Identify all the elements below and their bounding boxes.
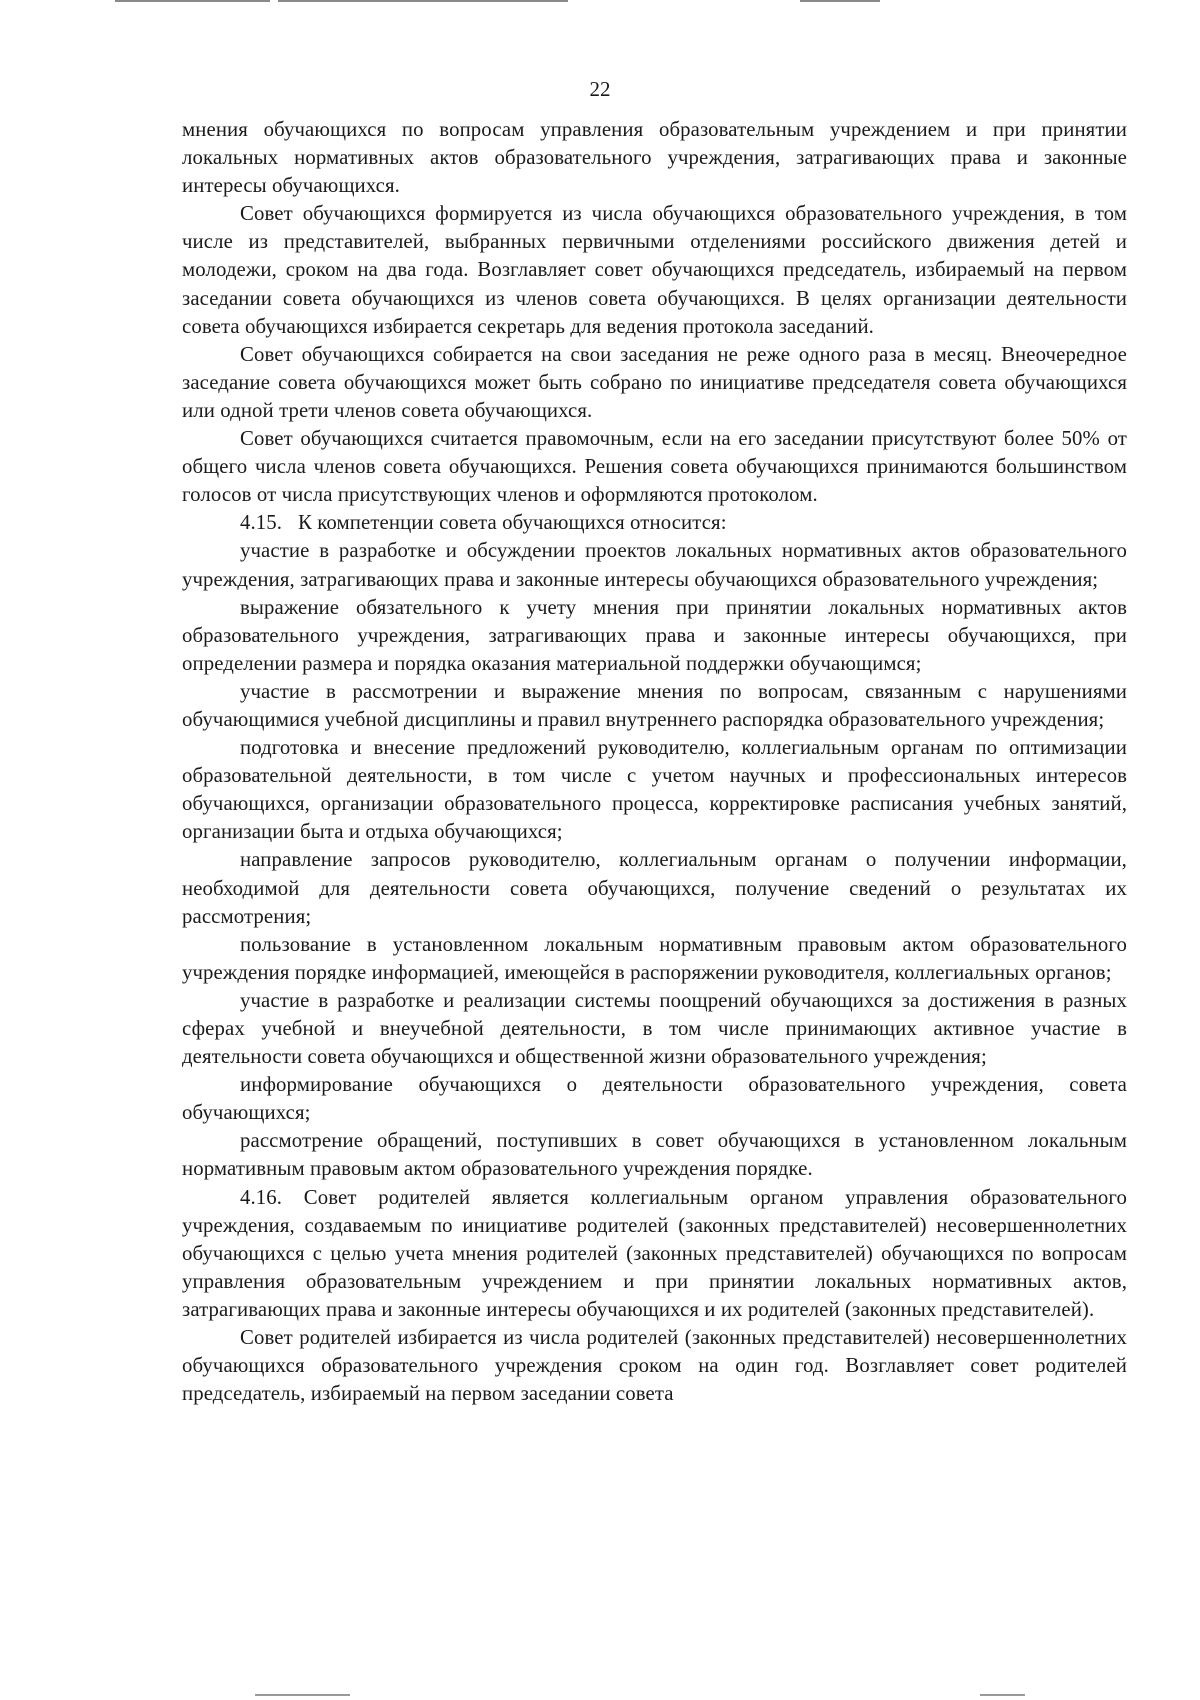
- list-item: участие в разработке и реализации системы поощрений обучающихся за достижения в разных сферах учебной и внеучебной деятельности, в том числе принимающих активное участие в деятельности совета обучающихся и общественной жизни образовательного учреждения;: [182, 988, 1127, 1069]
- section-heading-4-15: 4.15. К компетенции совета обучающихся относится:: [240, 511, 727, 535]
- paragraph: Совет обучающихся собирается на свои заседания не реже одного раза в месяц. Внеочередное заседание совета обучающихся может быть собрано по инициативе председателя совета обучающихся или одной трети членов совета обучающихся.: [182, 342, 1127, 422]
- scan-edge-line-bottom: [980, 1694, 1025, 1696]
- document-body: [182, 116, 1127, 1408]
- list-item: пользование в установленном локальным нормативным правовым актом образовательного учреждения порядке информацией, имеющейся в распоряжении руководителя, коллегиальных органов;: [182, 932, 1127, 984]
- paragraph: мнения обучающихся по вопросам управления образовательным учреждением и при принятии локальных нормативных актов образовательного учреждения, затрагивающих права и законные интересы обучающихся.: [182, 118, 1127, 198]
- section-4-16: 4.16. Совет родителей является коллегиальным органом управления образовательного учреждения, создаваемым по инициативе родителей (законных представителей) несовершеннолетних обучающихся с целью учета мнения родителей (законных представителей) обучающихся по вопросам управления образовательным учреждением и при принятии локальных нормативных актов, затрагивающих права и законные интересы обучающихся и их родителей (законных представителей).: [182, 1185, 1127, 1321]
- scan-edge-line-bottom: [255, 1694, 350, 1696]
- paragraph: Совет обучающихся формируется из числа обучающихся образовательного учреждения, в том числе из представителей, выбранных первичными отделениями российского движения детей и молодежи, сроком на два года. Возглавляет совет обучающихся председатель, избираемый на первом заседании совета обучающихся из членов совета обучающихся. В целях организации деятельности совета обучающихся избирается секретарь для ведения протокола заседаний.: [182, 202, 1127, 338]
- paragraph: Совет обучающихся считается правомочным, если на его заседании присутствуют более 50% от общего числа членов совета обучающихся. Решения совета обучающихся принимаются большинством голосов от числа присутствующих членов и оформляются протоколом.: [182, 427, 1127, 507]
- page-number: 22: [589, 77, 611, 101]
- scan-edge-line-top: [115, 0, 270, 2]
- list-item: выражение обязательного к учету мнения при принятии локальных нормативных актов образовательного учреждения, затрагивающих права и законные интересы обучающихся, при определении размера и порядка оказания материальной поддержки обучающимся;: [182, 595, 1127, 675]
- list-item: участие в разработке и обсуждении проектов локальных нормативных актов образовательного учреждения, затрагивающих права и законные интересы обучающихся образовательного учреждения;: [182, 539, 1127, 591]
- list-item: направление запросов руководителю, коллегиальным органам о получении информации, необходимой для деятельности совета обучающихся, получение сведений о результатах их рассмотрения;: [182, 848, 1127, 928]
- list-item: подготовка и внесение предложений руководителю, коллегиальным органам по оптимизации образовательной деятельности, в том числе с учетом научных и профессиональных интересов обучающихся, организации образовательного процесса, корректировке расписания учебных занятий, организации быта и отдыха обучающихся;: [182, 736, 1127, 844]
- scan-edge-line-top: [800, 0, 880, 2]
- list-item: участие в рассмотрении и выражение мнения по вопросам, связанным с нарушениями обучающимися учебной дисциплины и правил внутреннего распорядка образовательного учреждения;: [182, 679, 1127, 731]
- scan-edge-line-top: [278, 0, 568, 2]
- paragraph: Совет родителей избирается из числа родителей (законных представителей) несовершеннолетних обучающихся образовательного учреждения сроком на один год. Возглавляет совет родителей председатель, избираемый на первом заседании совета: [182, 1326, 1127, 1406]
- list-item: информирование обучающихся о деятельности образовательного учреждения, совета обучающихся;: [182, 1073, 1127, 1125]
- list-item: рассмотрение обращений, поступивших в совет обучающихся в установленном локальным нормативным правовым актом образовательного учреждения порядке.: [182, 1129, 1127, 1181]
